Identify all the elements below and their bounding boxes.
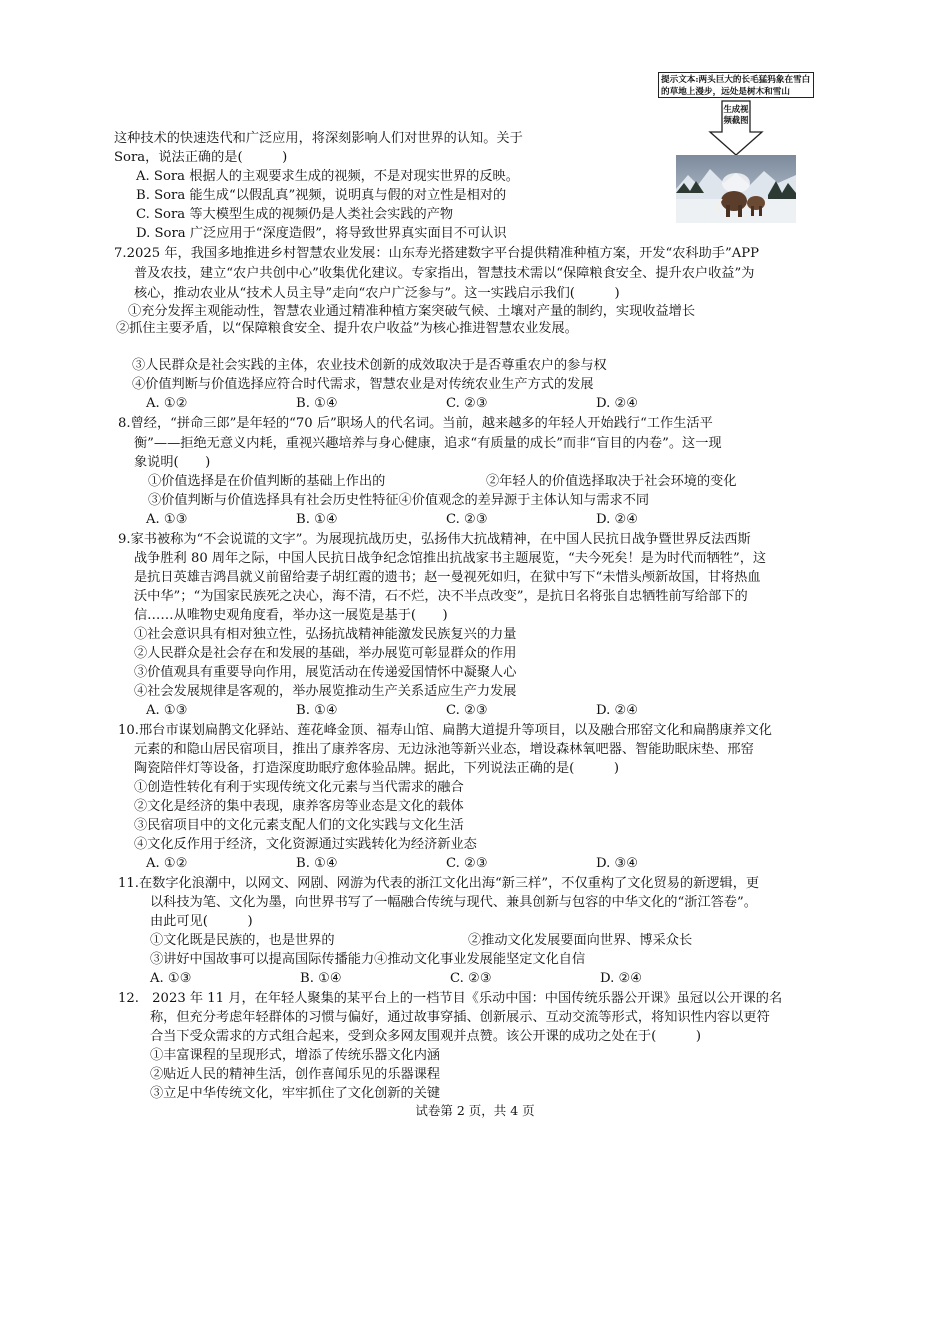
q8-option-a: A. ①③ [146,512,188,527]
q10-stem-line: 10.邢台市谋划扁鹊文化驿站、莲花峰金顶、福寿山馆、扁鹊大道提升等项目，以及融合邢窑文化和扁鹊康养文化 [118,723,772,738]
q11-option-c: C. ②③ [450,971,492,986]
q8-option-c: C. ②③ [446,512,488,527]
q10-option-d: D. ③④ [596,856,639,871]
q11-item: ③讲好中国故事可以提高国际传播能力④推动文化事业发展能坚定文化自信 [150,952,586,967]
q8-item: ②年轻人的价值选择取决于社会环境的变化 [486,474,737,489]
q9-item: ②人民群众是社会存在和发展的基础，举办展览可彰显群众的作用 [134,646,517,661]
q8-stem-line: 象说明( ) [134,455,211,470]
q11-options [150,969,642,988]
q12-stem-line: 合当下受众需求的方式组合起来，受到众多网友围观并点赞。该公开课的成功之处在于( ) [150,1029,701,1044]
q6-option-b: B. Sora 能生成“以假乱真”视频，说明真与假的对立性是相对的 [136,188,507,203]
q7-stem-line: 7.2025 年，我国多地推进乡村智慧农业发展：山东寿光搭建数字平台提供精准种植方案，开发“农科助手”APP [114,246,759,261]
q7-option-a: A. ①② [146,396,188,411]
q9-stem-line: 信……从唯物史观角度看，举办这一展览是基于( ) [134,608,448,623]
q6-stem-line: 这种技术的快速迭代和广泛应用，将深刻影响人们对世界的认知。关于 [114,131,523,146]
q8-option-d: D. ②④ [596,512,639,527]
q11-option-d: D. ②④ [600,971,643,986]
q10-stem-line: 陶瓷陪伴灯等设备，打造深度助眠疗愈体验品牌。据此，下列说法正确的是( ) [134,761,620,776]
q10-item: ④文化反作用于经济，文化资源通过实践转化为经济新业态 [134,837,477,852]
page-footer: 试卷第 2 页，共 4 页 [415,1103,535,1118]
q10-options [146,854,638,873]
prompt-text-box: 提示文本:两头巨大的长毛猛犸象在雪白的草地上漫步，远处是树木和雪山 [658,72,814,98]
q11-stem-line: 11.在数字化浪潮中，以网文、网剧、网游为代表的浙江文化出海“新三样”，不仅重构了文化贸易的新逻辑，更 [118,876,760,891]
q9-stem-line: 战争胜利 80 周年之际，中国人民抗日战争纪念馆推出抗战家书主题展览，“夫今死矣！是为时代而牺牲”，这 [134,551,767,566]
q6-stem-line: Sora，说法正确的是( ) [114,150,288,165]
mammoth-video-screenshot [676,155,796,223]
q9-option-c: C. ②③ [446,703,488,718]
q10-option-a: A. ①② [146,856,188,871]
q11-item: ②推动文化发展要面向世界、博采众长 [468,933,693,948]
q10-item: ③民宿项目中的文化元素支配人们的文化实践与文化生活 [134,818,464,833]
q11-stem-line: 由此可见( ) [150,914,253,929]
q9-stem-line: 沃中华”；“为国家民族死之决心，海不清，石不烂，决不半点改变”，是抗日名将张自忠牺牲前写给部下的 [134,589,748,604]
q10-item: ②文化是经济的集中表现，康养客房等业态是文化的载体 [134,799,464,814]
q11-option-b: B. ①④ [300,971,342,986]
q9-option-d: D. ②④ [596,703,639,718]
q9-option-a: A. ①③ [146,703,188,718]
q7-item: ③人民群众是社会实践的主体，农业技术创新的成效取决于是否尊重农户的参与权 [132,358,607,373]
q12-item: ③立足中华传统文化，牢牢抓住了文化创新的关键 [150,1086,441,1101]
q10-option-b: B. ①④ [296,856,338,871]
q7-options [146,394,638,413]
q9-item: ①社会意识具有相对独立性，弘扬抗战精神能激发民族复兴的力量 [134,627,517,642]
q7-option-d: D. ②④ [596,396,639,411]
q7-stem-line: 核心，推动农业从“技术人员主导”走向“农户广泛参与”。这一实践启示我们( ) [134,286,620,301]
q7-option-c: C. ②③ [446,396,488,411]
q8-item: ③价值判断与价值选择具有社会历史性特征④价值观念的差异源于主体认知与需求不同 [148,493,650,508]
q6-option-c: C. Sora 等大模型生成的视频仍是人类社会实践的产物 [136,207,454,222]
q10-item: ①创造性转化有利于实现传统文化元素与当代需求的融合 [134,780,464,795]
q12-stem-line: 称，但充分考虑年轻群体的习惯与偏好，通过故事穿插、创新展示、互动交流等形式，将知识性内容以更符 [150,1010,770,1025]
q7-option-b: B. ①④ [296,396,338,411]
q7-stem-line: 普及农技，建立“农户共创中心”收集优化建议。专家指出，智慧技术需以“保障粮食安全、提升农户收益”为 [134,266,755,281]
arrow-label: 生成视频截图 [723,104,749,125]
q11-item: ①文化既是民族的，也是世界的 [150,933,335,948]
q9-item: ③价值观具有重要导向作用，展览活动在传递爱国情怀中凝聚人心 [134,665,517,680]
q9-stem-line: 是抗日英雄吉鸿昌就义前留给妻子胡红霞的遗书；赵一曼视死如归，在狱中写下“未惜头颅新故国，甘将热血 [134,570,761,585]
q12-item: ①丰富课程的呈现形式，增添了传统乐器文化内涵 [150,1048,441,1063]
q11-option-a: A. ①③ [150,971,192,986]
q6-option-d: D. Sora 广泛应用于“深度造假”，将导致世界真实面目不可认识 [136,226,507,241]
q7-item: ①充分发挥主观能动性，智慧农业通过精准种植方案突破气候、土壤对产量的制约，实现收益增长 [128,304,696,319]
q12-stem-line: 12. 2023 年 11 月，在年轻人聚集的某平台上的一档节目《乐动中国：中国传统乐器公开课》虽冠以公开课的名 [118,991,783,1006]
q8-options [146,510,638,529]
q8-stem-line: 8.曾经，“拼命三郎”是年轻的“70 后”职场人的代名词。当前，越来越多的年轻人开始践行“工作生活平 [118,416,713,431]
q8-option-b: B. ①④ [296,512,338,527]
q11-stem-line: 以科技为笔、文化为墨，向世界书写了一幅融合传统与现代、兼具创新与包容的中华文化的“浙江答卷”。 [150,895,757,910]
q7-item: ④价值判断与价值选择应符合时代需求，智慧农业是对传统农业生产方式的发展 [132,377,594,392]
q9-item: ④社会发展规律是客观的，举办展览推动生产关系适应生产力发展 [134,684,517,699]
q10-option-c: C. ②③ [446,856,488,871]
q8-stem-line: 衡”——拒绝无意义内耗，重视兴趣培养与身心健康，追求“有质量的成长”而非“盲目的内卷”。这一现 [134,436,722,451]
q9-stem-line: 9.家书被称为“不会说谎的文字”。为展现抗战历史，弘扬伟大抗战精神，在中国人民抗日战争暨世界反法西斯 [118,532,751,547]
q8-item: ①价值选择是在价值判断的基础上作出的 [148,474,386,489]
q9-options [146,701,638,720]
q6-option-a: A. Sora 根据人的主观要求生成的视频，不是对现实世界的反映。 [136,169,519,184]
q9-option-b: B. ①④ [296,703,338,718]
q12-item: ②贴近人民的精神生活，创作喜闻乐见的乐器课程 [150,1067,441,1082]
q7-item: ②抓住主要矛盾，以“保障粮食安全、提升农户收益”为核心推进智慧农业发展。 [116,321,578,336]
q10-stem-line: 元素的和隐山居民宿项目，推出了康养客房、无边泳池等新兴业态，增设森林氧吧器、智能助眠床垫、邢窑 [134,742,754,757]
